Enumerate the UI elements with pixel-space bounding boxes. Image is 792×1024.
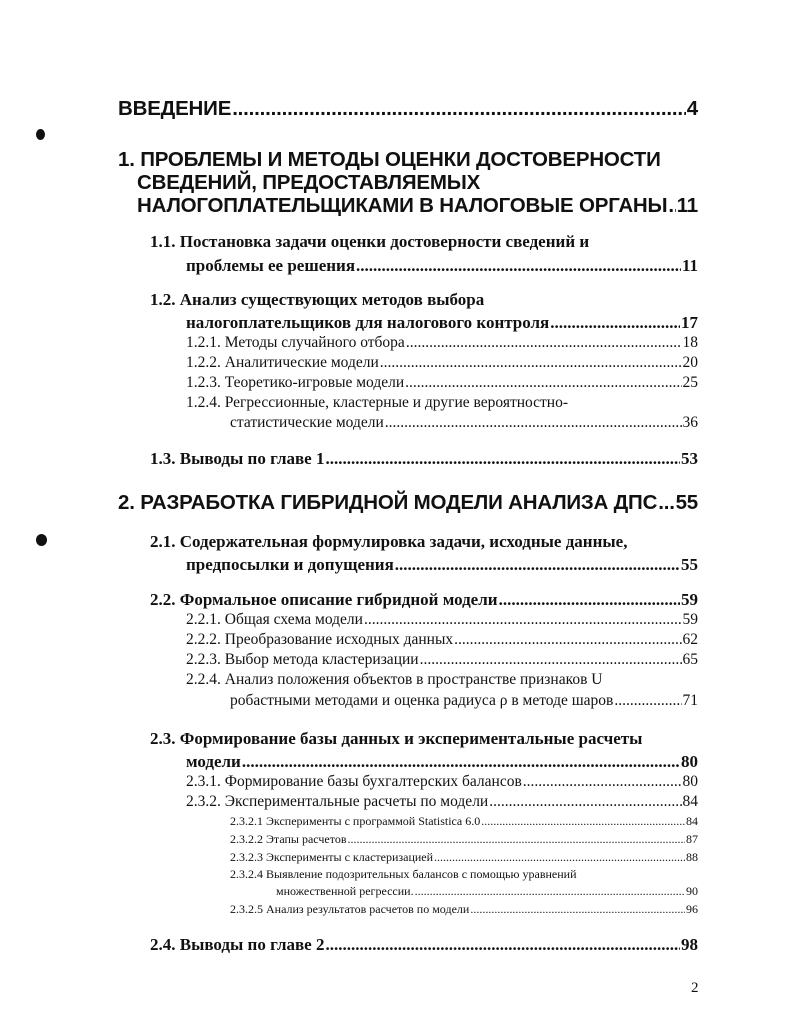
toc-section-2-1-line1[interactable]: 2.1. Содержательная формулировка задачи, исходные данные, [150, 532, 628, 551]
leader-dots [434, 850, 685, 865]
toc-entry-page: 55 [681, 555, 698, 574]
leader-dots [415, 884, 685, 899]
toc-chapter-1-line2[interactable]: СВЕДЕНИЙ, ПРЕДОСТАВЛЯЕМЫХ [137, 171, 481, 194]
toc-entry-title: 1.3. Выводы по главе 1 [150, 449, 325, 468]
leader-dots [406, 334, 682, 352]
toc-subsection-2-3-2[interactable] [186, 793, 698, 811]
leader-dots [470, 902, 685, 917]
toc-entry-title: 2.3.2. Экспериментальные расчеты по модели [186, 793, 489, 810]
toc-subsection-2-2-3[interactable] [186, 651, 698, 669]
toc-entry-title: НАЛОГОПЛАТЕЛЬЩИКАМИ В НАЛОГОВЫЕ ОРГАНЫ [137, 194, 668, 217]
toc-section-2-2[interactable] [150, 590, 698, 610]
toc-section-2-3[interactable] [186, 752, 698, 772]
leader-dots [395, 555, 680, 575]
toc-subsection-2-2-1[interactable] [186, 611, 698, 629]
toc-entry-title: 2.2.3. Выбор метода кластеризации [186, 651, 419, 668]
toc-entry-page: 71 [682, 692, 698, 709]
toc-subsection-1-2-3[interactable] [186, 374, 698, 392]
toc-entry-title: статистические модели [230, 414, 384, 431]
leader-dots [658, 491, 674, 515]
toc-entry-title: 2.3.1. Формирование базы бухгалтерских балансов [186, 773, 522, 790]
leader-dots [325, 935, 680, 955]
leader-dots [523, 773, 682, 791]
toc-entry-page: 4 [686, 97, 698, 120]
toc-intro[interactable] [118, 97, 698, 121]
leader-dots [380, 354, 682, 372]
toc-section-2-3-line1[interactable]: 2.3. Формирование базы данных и экспериментальные расчеты [150, 729, 643, 748]
toc-subsubsection-2-3-2-2[interactable] [230, 832, 698, 847]
toc-entry-title: 2.2.2. Преобразование исходных данных [186, 631, 454, 648]
leader-dots [242, 752, 680, 772]
toc-subsection-1-2-1[interactable] [186, 334, 698, 352]
toc-entry-title: 2.3.2.2 Этапы расчетов [230, 832, 347, 846]
toc-subsubsection-2-3-2-4[interactable] [276, 884, 698, 899]
leader-dots [499, 590, 680, 610]
leader-dots [550, 313, 680, 333]
toc-entry-page: 65 [682, 651, 698, 668]
toc-entry-title: налогоплательщиков для налогового контроля [186, 313, 550, 332]
toc-entry-title: предпосылки и допущения [186, 555, 394, 574]
toc-subsection-2-3-1[interactable] [186, 773, 698, 791]
toc-entry-page: 87 [686, 832, 698, 846]
toc-subsubsection-2-3-2-5[interactable] [230, 902, 698, 917]
toc-entry-page: 59 [682, 611, 698, 628]
toc-entry-page: 84 [682, 793, 698, 810]
toc-entry-page: 17 [681, 313, 698, 332]
toc-entry-page: 84 [686, 814, 698, 828]
toc-entry-page: 80 [681, 752, 698, 771]
toc-entry-page: 36 [682, 414, 698, 431]
scan-speck [36, 534, 47, 546]
toc-subsection-1-2-4-line1[interactable]: 1.2.4. Регрессионные, кластерные и другие вероятностно- [186, 394, 569, 411]
toc-entry-page: 25 [682, 374, 698, 391]
toc-subsubsection-2-3-2-3[interactable] [230, 850, 698, 865]
toc-subsection-1-2-4[interactable] [230, 414, 698, 432]
toc-entry-title: проблемы ее решения [186, 256, 356, 275]
toc-section-1-1[interactable] [186, 256, 698, 276]
toc-section-2-4[interactable] [150, 935, 698, 955]
toc-section-1-1-line1[interactable]: 1.1. Постановка задачи оценки достоверности сведений и [150, 232, 590, 251]
toc-entry-title: ВВЕДЕНИЕ [118, 97, 232, 120]
toc-entry-page: 62 [682, 631, 698, 648]
toc-entry-page: 53 [681, 449, 698, 468]
toc-entry-page: 11 [676, 194, 698, 217]
leader-dots [356, 256, 681, 276]
toc-entry-title: 2. РАЗРАБОТКА ГИБРИДНОЙ МОДЕЛИ АНАЛИЗА ДПС [118, 491, 658, 514]
toc-entry-page: 20 [682, 354, 698, 371]
toc-entry-title: множественной регрессии. [276, 884, 414, 898]
leader-dots [385, 414, 682, 432]
leader-dots [420, 651, 682, 669]
toc-entry-page: 18 [682, 334, 698, 351]
toc-entry-title: 2.4. Выводы по главе 2 [150, 935, 325, 954]
toc-entry-page: 11 [681, 256, 698, 275]
toc-entry-title: 1.2.2. Аналитические модели [186, 354, 379, 371]
toc-chapter-2[interactable] [118, 491, 698, 515]
scan-speck [36, 129, 45, 140]
toc-section-1-2-line1[interactable]: 1.2. Анализ существующих методов выбора [150, 290, 485, 309]
leader-dots [454, 631, 681, 649]
leader-dots [489, 793, 681, 811]
toc-entry-title: 2.3.2.3 Эксперименты с кластеризацией [230, 850, 434, 864]
toc-subsubsection-2-3-2-1[interactable] [230, 814, 698, 829]
toc-entry-page: 80 [682, 773, 698, 790]
toc-entry-page: 55 [675, 491, 698, 514]
toc-entry-page: 59 [681, 590, 698, 609]
toc-subsection-2-2-4-line1[interactable]: 2.2.4. Анализ положения объектов в пространстве признаков U [186, 671, 603, 688]
toc-entry-page: 98 [681, 935, 698, 954]
page-number: 2 [691, 980, 699, 996]
toc-subsection-2-2-4[interactable] [230, 692, 698, 710]
toc-section-2-1[interactable] [186, 555, 698, 575]
toc-entry-title: 2.2.1. Общая схема модели [186, 611, 363, 628]
toc-subsection-1-2-2[interactable] [186, 354, 698, 372]
toc-entry-page: 96 [686, 902, 698, 916]
leader-dots [232, 97, 686, 121]
toc-entry-title: модели [186, 752, 241, 771]
leader-dots [614, 692, 681, 710]
leader-dots [325, 449, 680, 469]
toc-entry-title: робастными методами и оценка радиуса ρ в методе шаров [230, 692, 614, 709]
toc-entry-title: 2.3.2.5 Анализ результатов расчетов по модели [230, 902, 470, 916]
toc-entry-page: 90 [686, 884, 698, 898]
leader-dots [405, 374, 681, 392]
toc-chapter-1[interactable] [137, 194, 698, 218]
toc-chapter-1-line1[interactable]: 1. ПРОБЛЕМЫ И МЕТОДЫ ОЦЕНКИ ДОСТОВЕРНОСТИ [118, 148, 661, 171]
toc-entry-page: 88 [686, 850, 698, 864]
leader-dots [364, 611, 682, 629]
toc-subsection-2-2-2[interactable] [186, 631, 698, 649]
toc-entry-title: 2.3.2.1 Эксперименты с программой Statistica 6.0 [230, 814, 481, 828]
toc-entry-title: 1.2.1. Методы случайного отбора [186, 334, 405, 351]
toc-section-1-2[interactable] [186, 313, 698, 333]
leader-dots [481, 814, 685, 829]
toc-entry-title: 2.2. Формальное описание гибридной модели [150, 590, 498, 609]
leader-dots [348, 832, 686, 847]
toc-section-1-3[interactable] [150, 449, 698, 469]
toc-entry-title: 1.2.3. Теоретико-игровые модели [186, 374, 405, 391]
toc-subsubsection-2-3-2-4-line1[interactable]: 2.3.2.4 Выявление подозрительных балансов с помощью уравнений [230, 867, 577, 881]
leader-dots [668, 194, 675, 218]
